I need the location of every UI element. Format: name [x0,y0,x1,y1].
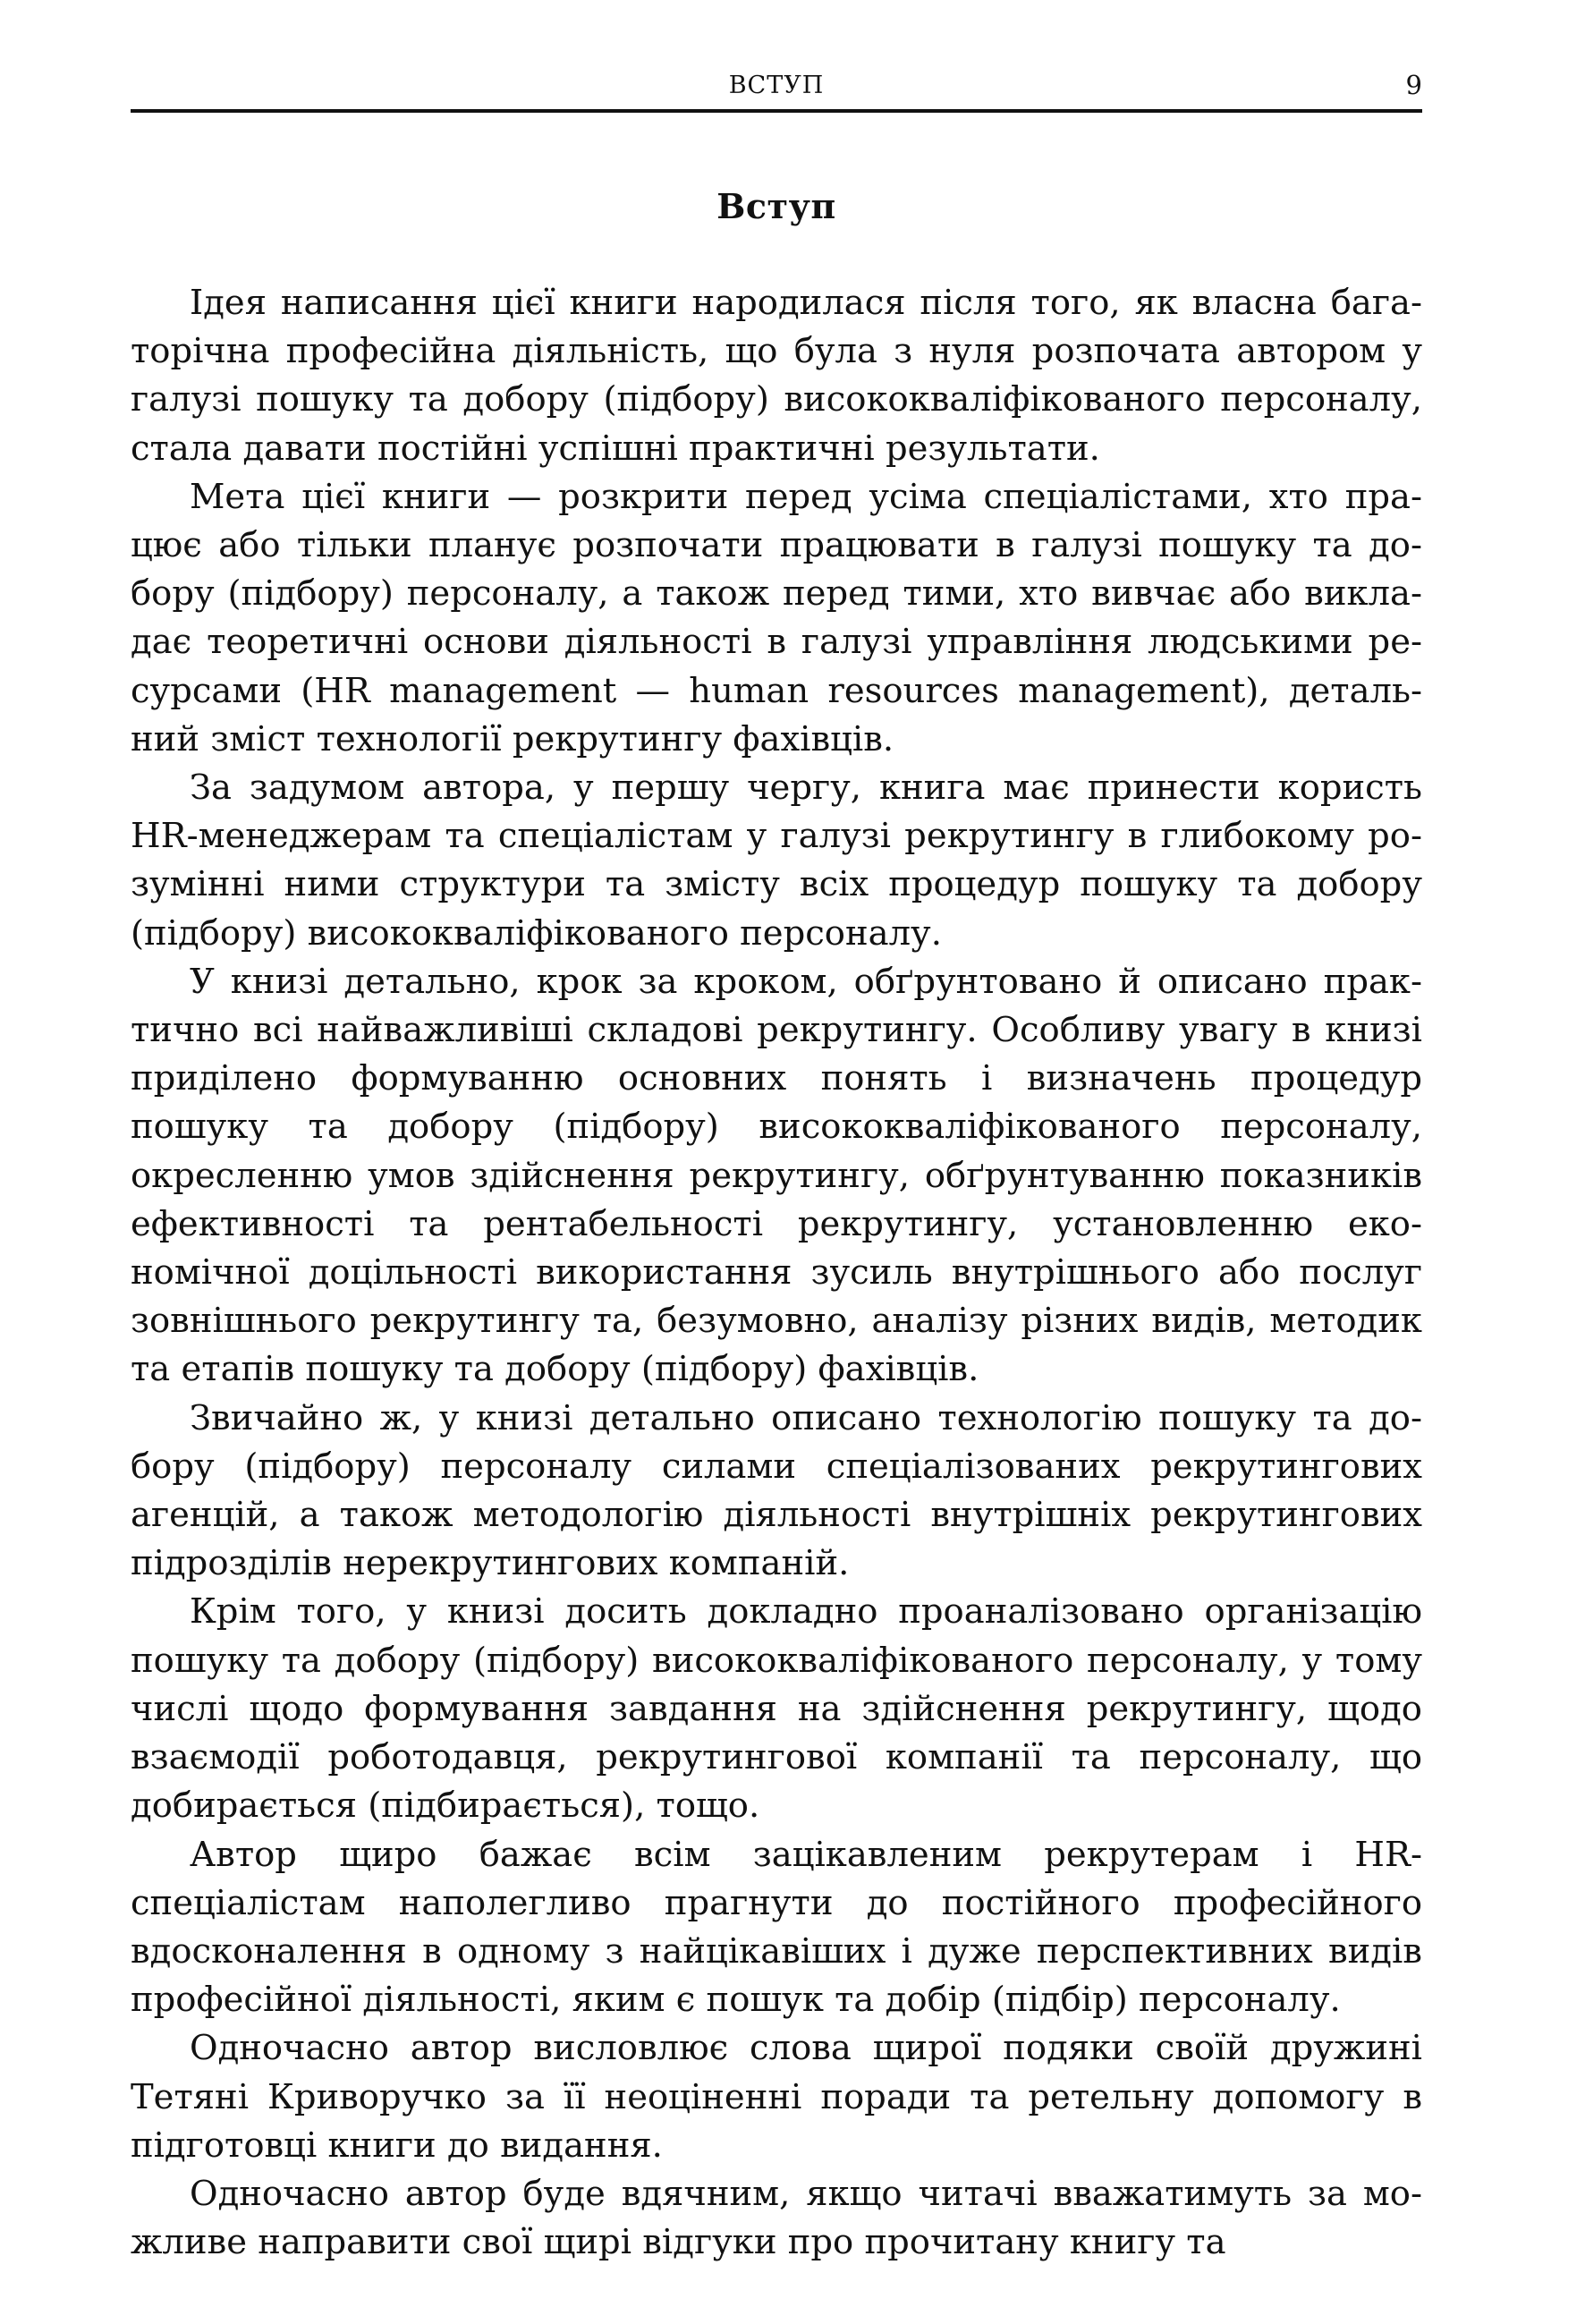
paragraph: У книзі детально, крок за кроком, обґрунтовано й описано практично всі найважливіші складові рекрутингу. Особливу увагу в книзі приділено формуванню основних понять і визначень процедур пошуку та добору (підбору) висококваліфікованого персоналу, окресленню умов здійснення рекрутингу, обґрунтуванню показників ефективності та рентабельності рекрутингу, установленню економічної доцільності використання зусиль внутрішнього або послуг зовнішнього рекрутингу та, безумовно, аналізу різних видів, методик та етапів пошуку та добору (підбору) фахівців. [131,961,1422,1390]
paragraph: Ідея написання цієї книги народилася після того, як власна багаторічна професійна діяльність, що була з нуля розпочата автором у галузі пошуку та добору (підбору) висококваліфікованого персоналу, стала давати постійні успішні практичні результати. [131,283,1422,469]
paragraph: Одночасно автор буде вдячним, якщо читачі вважатимуть за можливе направити свої щирі відгуки про прочитану книгу та [131,2173,1422,2263]
paragraph: За задумом автора, у першу чергу, книга має принести користь HR-менеджерам та спеціалістам у галузі рекрутингу в глибокому розумінні ними структури та змісту всіх процедур пошуку та добору (підбору) висококваліфікованого персоналу. [131,768,1422,954]
page-number: 9 [1405,70,1422,100]
body-text [131,279,1422,2267]
paragraph: Крім того, у книзі досить докладно проаналізовано організацію пошуку та добору (підбору) висококваліфікованого персоналу, у тому числі щодо формування завдання на здійснення рекрутингу, щодо взаємодії роботодавця, рекрутингової компанії та персоналу, що добирається (підбирається), тощо. [131,1591,1422,1827]
running-title: ВСТУП [728,72,825,99]
paragraph: Автор щиро бажає всім зацікавленим рекрутерам і HR-спеціалістам наполегливо прагнути до постійного професійного вдосконалення в одному з найцікавіших і дуже перспективних видів професійної діяльності, яким є пошук та добір (підбір) персоналу. [131,1834,1422,2021]
paragraph: Звичайно ж, у книзі детально описано технологію пошуку та добору (підбору) персоналу силами спеціалізованих рекрутингових агенцій, а також методологію діяльності внутрішніх рекрутингових підрозділів нерекрутингових компаній. [131,1397,1422,1584]
paragraph: Мета цієї книги — розкрити перед усіма спеціалістами, хто працює або тільки планує розпочати працювати в галузі пошуку та добору (підбору) персоналу, а також перед тими, хто вивчає або викладає теоретичні основи діяльності в галузі управління людськими ресурсами (HR management — human resources management), детальний зміст технології рекрутингу фахівців. [131,476,1422,759]
paragraph: Одночасно автор висловлює слова щирої подяки своїй дружині Тетяні Криворучко за її неоціненні поради та ретельну допомогу в підготовці книги до видання. [131,2028,1422,2166]
running-header [131,68,1422,113]
chapter-title: Вступ [716,186,836,226]
